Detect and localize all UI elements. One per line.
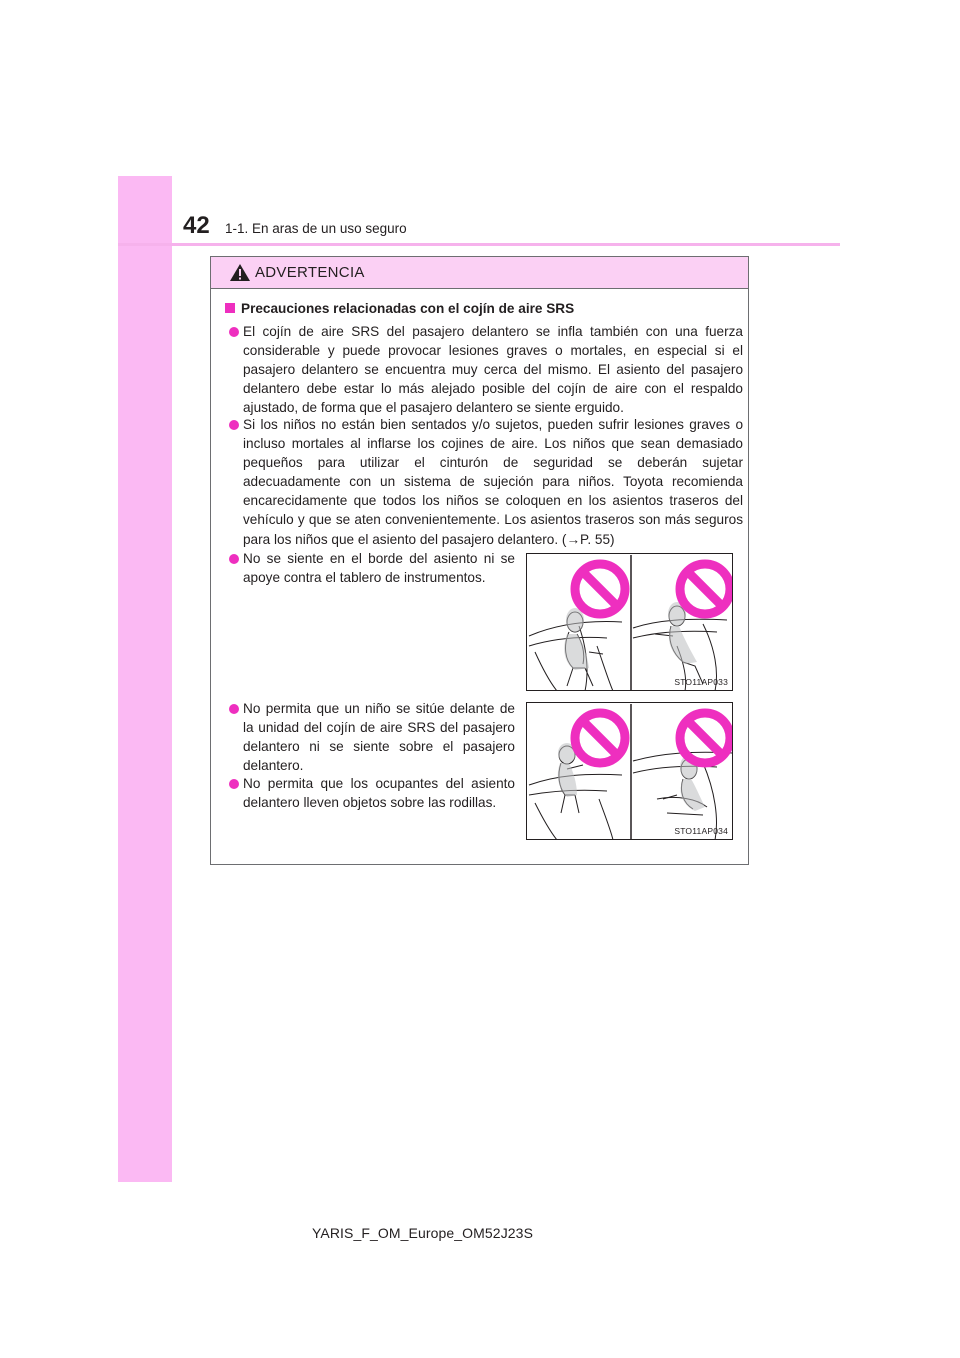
side-tab (118, 176, 172, 1182)
bullet-dot-icon (229, 327, 239, 337)
warning-triangle-icon (229, 263, 251, 282)
document-footer: YARIS_F_OM_Europe_OM52J23S (312, 1225, 534, 1241)
bullet-text: El cojín de aire SRS del pasajero delantero se infla también con una fuerza considerable y puede provocar lesiones graves o mortales, en especial si el pasajero delantero se encuentra muy cerca del mismo. El asiento del pasajero delantero debe estar lo más alejado posible del cojín de aire con el respaldo ajustado, de forma que el pasajero delantero se siente erguido. (243, 324, 743, 416)
bullet-dot-icon (229, 779, 239, 789)
section-title: 1-1. En aras de un uso seguro (225, 221, 407, 236)
bullet-item (243, 699, 515, 775)
figure-code: STO11AP033 (674, 677, 728, 687)
illustration-sitting-on-edge (527, 554, 733, 691)
bullet-dot-icon (229, 704, 239, 714)
bullet-item (243, 549, 515, 587)
bullet-text: Si los niños no están bien sentados y/o sujetos, pueden sufrir lesiones graves o incluso mortales al inflarse los cojines de aire. Los niños que sean demasiado pequeños para utilizar el cinturón de seguridad se deberán sujetar adecuadamente con un sistema de sujeción para niños. Toyota recomienda encarecidamente que todos los niños se coloquen en los asientos traseros del vehículo y que se aten convenientemente. Los asientos traseros son más seguros para los niños que el asiento del pasajero delantero. (→P. 55) (243, 417, 743, 547)
header-rule (118, 243, 840, 246)
bullet-text: No se siente en el borde del asiento ni se apoye contra el tablero de instrumentos. (243, 551, 515, 586)
prohibition-icon (575, 564, 730, 614)
bullet-item (243, 774, 515, 812)
bullet-item (243, 415, 743, 549)
warning-box (210, 256, 749, 865)
square-bullet-icon (225, 303, 235, 313)
section-heading (225, 301, 574, 316)
page-number: 42 (183, 212, 210, 239)
figure-sitting-on-edge (526, 553, 733, 691)
warning-title: ADVERTENCIA (255, 264, 365, 281)
figure-child-front (526, 702, 733, 840)
bullet-text: No permita que un niño se sitúe delante de la unidad del cojín de aire SRS del pasajero delantero ni se siente sobre el pasajero delantero. (243, 701, 515, 774)
figure-code: STO11AP034 (674, 826, 728, 836)
bullet-dot-icon (229, 554, 239, 564)
bullet-text: No permita que los ocupantes del asiento delantero lleven objetos sobre las rodillas. (243, 776, 515, 811)
warning-header (211, 257, 748, 289)
heading-text: Precauciones relacionadas con el cojín de aire SRS (241, 301, 575, 316)
bullet-dot-icon (229, 420, 239, 430)
bullet-item (243, 322, 743, 417)
illustration-child-front (527, 703, 733, 840)
